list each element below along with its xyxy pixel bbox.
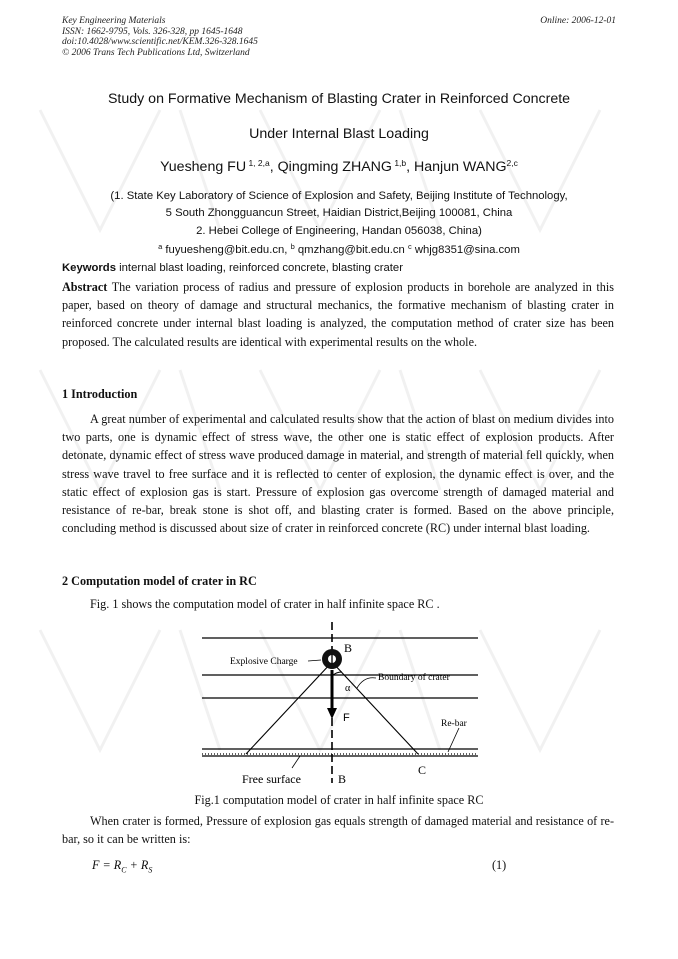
- author-affiliation-mark: 1, 2,a: [246, 158, 270, 168]
- figure-1-caption: Fig.1 computation model of crater in half infinite space RC: [194, 793, 484, 807]
- force-arrow-head: [327, 708, 337, 719]
- abstract-text: The variation process of radius and pressure of explosion products in borehole are analyzed in this paper, based on theory of damage and structural mechanics, the formative mechanism of blasting crater in reinforced concrete under internal blast loading is analyzed, the computation method of crater size has been proposed. The calculated results are identical with experimental results on the whole.: [62, 280, 614, 349]
- keywords-line: [62, 262, 403, 274]
- free-surface-leader-line: [292, 756, 300, 768]
- email-mark: b: [290, 242, 295, 251]
- email-mark: c: [407, 242, 412, 251]
- author-name: Qingming ZHANG: [277, 159, 392, 175]
- explosive-leader-line: [308, 660, 321, 661]
- keywords-label: Keywords: [62, 262, 116, 274]
- affiliation-line-3: 2. Hebei College of Engineering, Handan 056038, China): [196, 225, 482, 237]
- crater-boundary-left: [246, 662, 332, 754]
- paper-title-line-1: Study on Formative Mechanism of Blasting Crater in Reinforced Concrete: [107, 91, 571, 107]
- author-name: Hanjun WANG: [414, 159, 507, 175]
- equation-subscript: S: [148, 865, 153, 875]
- label-free-surface: Free surface: [242, 772, 301, 786]
- author-separator: ,: [269, 159, 278, 175]
- label-alpha: α: [345, 683, 351, 694]
- keywords-text: internal blast loading, reinforced concrete, blasting crater: [116, 262, 403, 274]
- abstract-block: [62, 278, 614, 351]
- author-name: Yuesheng FU: [160, 159, 247, 175]
- copyright-line: © 2006 Trans Tech Publications Ltd, Switzerland: [62, 47, 250, 58]
- issn-line: ISSN: 1662-9795, Vols. 326-328, pp 1645-1648: [62, 26, 243, 37]
- online-date: Online: 2006-12-01: [540, 16, 616, 26]
- label-rebar: Re-bar: [441, 719, 467, 729]
- author-affiliation-mark: 1,b: [391, 158, 407, 168]
- journal-name: Key Engineering Materials: [62, 16, 166, 26]
- email-address: fuyuesheng@bit.edu.cn,: [162, 244, 291, 256]
- section-2-paragraph: When crater is formed, Pressure of explosion gas equals strength of damaged material and resistance of re-bar, so it can be written is:: [62, 814, 614, 847]
- equation-lhs: F = R: [92, 858, 122, 872]
- label-explosive-charge: Explosive Charge: [230, 657, 298, 667]
- section-1-heading: 1 Introduction: [62, 387, 138, 401]
- figure-intro-text: Fig. 1 shows the computation model of crater in half infinite space RC .: [90, 597, 440, 611]
- affiliation-line-2: 5 South Zhongguancun Street, Haidian District,Beijing 100081, China: [165, 207, 513, 219]
- author-affiliation-mark: 2,c: [506, 158, 518, 168]
- paper-title-line-2: Under Internal Blast Loading: [249, 126, 429, 142]
- section-1-paragraph: A great number of experimental and calculated results show that the action of blast on medium divides into two parts, one is dynamic effect of stress wave, the other one is static effect of explosion products. After detonate, dynamic effect of stress wave produced damage in material, and strength of material fell quickly, when stress wave travel to free surface and it is reflected to center of explosion, the dynamic effect is over, and the static effect of explosion gas is start. Pressure of explosion gas overcome strength of damaged material and resistance of re-bar, break stone is shot off, and blasting crater is formed. Based on the above principle, concluding method is discussed about size of crater in reinforced concrete (RC) under internal blast loading.: [62, 412, 614, 536]
- label-b-bottom: B: [338, 772, 347, 786]
- figure-1-diagram: [196, 618, 482, 788]
- equation-term: + R: [126, 858, 149, 872]
- equation-number: (1): [492, 858, 507, 872]
- email-line: [40, 242, 638, 256]
- label-force-f: F: [343, 712, 350, 724]
- email-address: whjg8351@sina.com: [411, 244, 520, 256]
- affiliation-line-1: (1. State Key Laboratory of Science of Explosion and Safety, Beijing Institute of Technology,: [110, 190, 568, 202]
- email-address: qmzhang@bit.edu.cn: [294, 244, 408, 256]
- author-list: [40, 158, 638, 175]
- journal-header: [62, 16, 258, 58]
- label-c: C: [418, 763, 427, 777]
- email-mark: a: [158, 242, 163, 251]
- label-boundary-of-crater: Boundary of crater: [378, 673, 450, 683]
- equation-1: [92, 858, 152, 874]
- abstract-label: Abstract: [62, 280, 108, 294]
- equation-subscript: C: [121, 865, 127, 875]
- author-separator: ,: [406, 159, 415, 175]
- label-b-top: B: [344, 641, 353, 655]
- doi-line: doi:10.4028/www.scientific.net/KEM.326-328.1645: [62, 37, 258, 47]
- boundary-leader-line: [357, 678, 376, 688]
- section-2-heading: 2 Computation model of crater in RC: [62, 574, 257, 588]
